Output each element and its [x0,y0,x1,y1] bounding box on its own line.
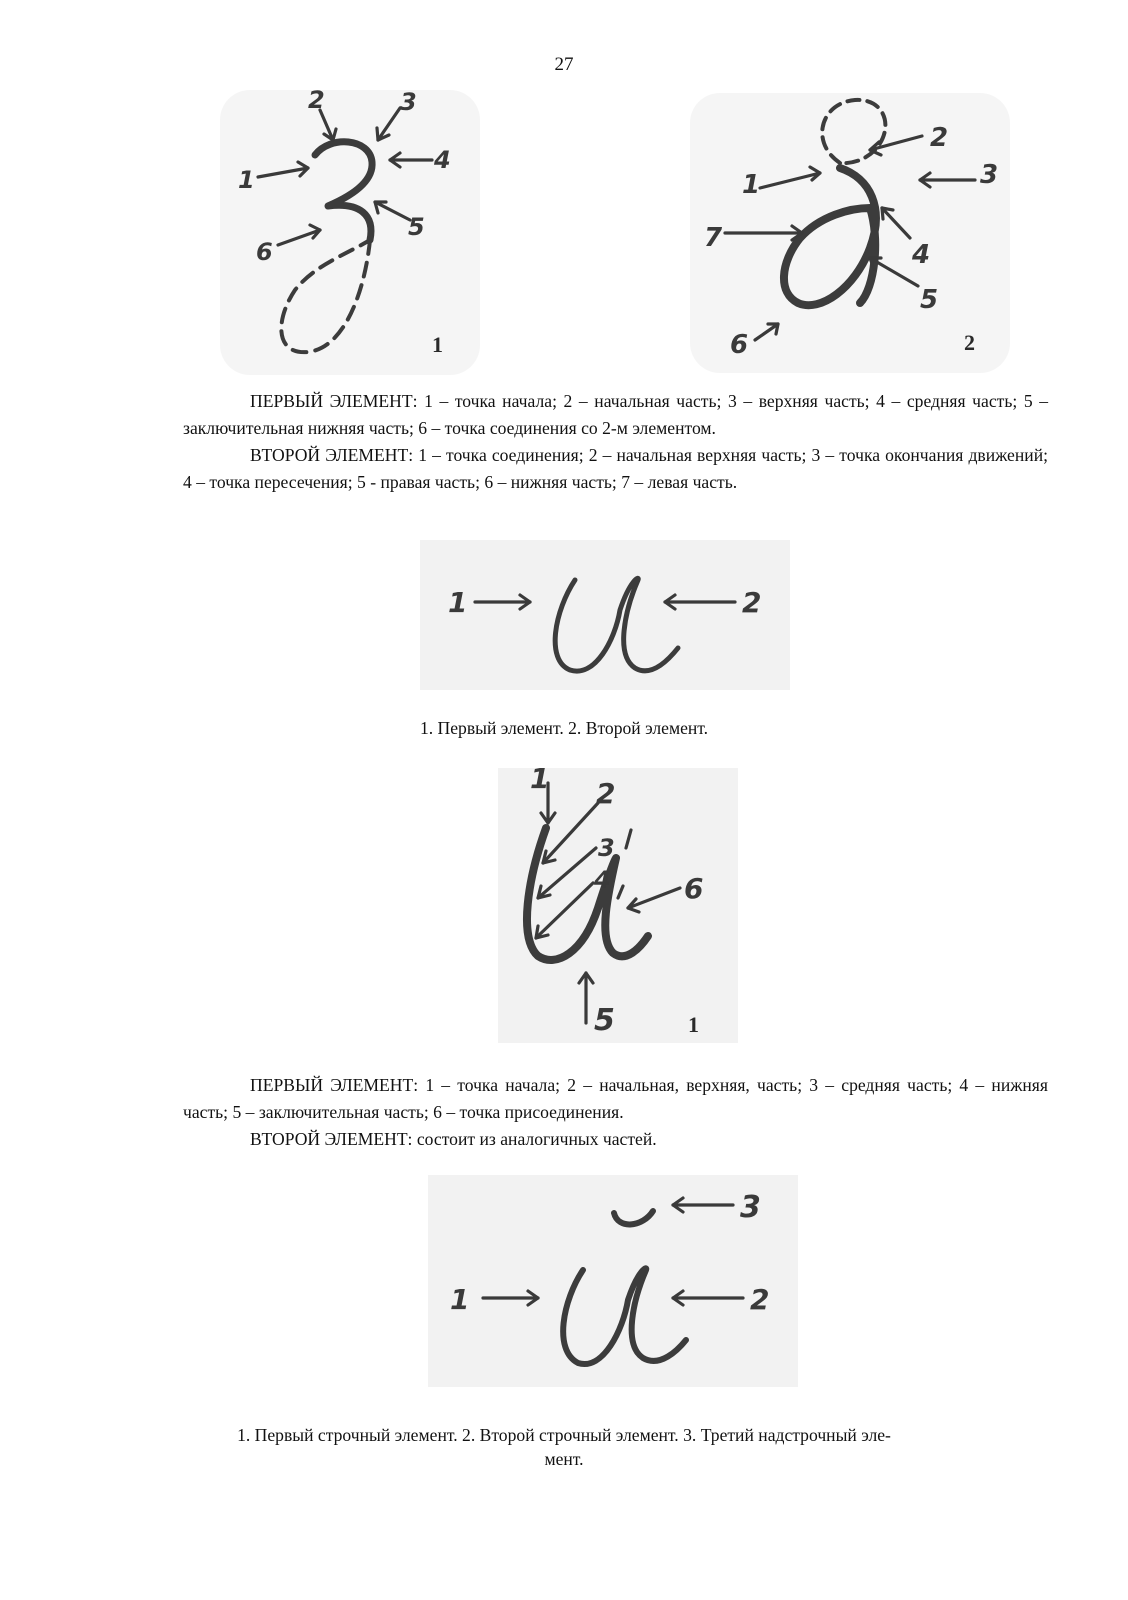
label-1: 1 [238,166,255,194]
first-element-description: ПЕРВЫЙ ЭЛЕМЕНТ: 1 – точка начала; 2 – начальная часть; 3 – верхняя часть; 4 – средняя часть; 5 – заключительная нижняя часть; 6 – точка соединения со 2-м элементом. [183,391,1048,438]
label-2: 2 [596,777,616,810]
label-2: 2 [750,1283,770,1316]
label-4: 4 [912,240,931,270]
label-6: 6 [730,330,749,360]
second-element-description: ВТОРОЙ ЭЛЕМЕНТ: состоит из аналогичных частей. [250,1129,657,1149]
figure-letter-i [420,540,790,695]
label-5: 5 [920,285,939,315]
figure-number: 1 [432,332,443,357]
label-7: 7 [704,223,723,253]
label-3: 3 [400,88,417,116]
figure-number: 2 [964,330,975,355]
label-5: 5 [408,213,425,241]
figure-4-caption-line-2: мент. [544,1449,584,1469]
label-1: 1 [742,170,761,200]
second-element-description: ВТОРОЙ ЭЛЕМЕНТ: 1 – точка соединения; 2 – начальная верхняя часть; 3 – точка окончания движений; 4 – точка пересечения; 5 - правая часть; 6 – нижняя часть; 7 – левая часть. [183,445,1048,492]
label-5: 5 [594,1003,615,1038]
label-1: 1 [448,586,468,619]
label-1: 1 [450,1283,470,1316]
page-number: 27 [554,54,574,75]
figure-letter-z-first-element [220,80,480,380]
figure-letter-i-parts [498,768,738,1046]
figure-letter-z-second-element [690,88,1010,378]
figure-4-caption-line-1: 1. Первый строчный элемент. 2. Второй строчный элемент. 3. Третий надстрочный эле- [237,1425,891,1445]
first-element-description: ПЕРВЫЙ ЭЛЕМЕНТ: 1 – точка начала; 2 – начальная, верхняя, часть; 3 – средняя часть; 4 – нижняя часть; 5 – заключительная часть; 6 – точка присоединения. [183,1075,1048,1122]
label-4: 4 [594,866,611,894]
label-2: 2 [742,586,762,619]
label-3: 3 [740,1190,761,1225]
figure-2-caption: 1. Первый элемент. 2. Второй элемент. [419,718,709,738]
label-4: 4 [434,146,451,174]
label-1: 1 [530,768,550,795]
figure-number: 1 [688,1012,699,1037]
label-2: 2 [930,123,949,153]
label-3: 3 [980,160,999,190]
label-2: 2 [308,86,325,114]
label-3: 3 [598,834,615,862]
label-6: 6 [256,238,273,266]
label-6: 6 [684,872,704,905]
figure-letter-short-i [428,1175,798,1390]
